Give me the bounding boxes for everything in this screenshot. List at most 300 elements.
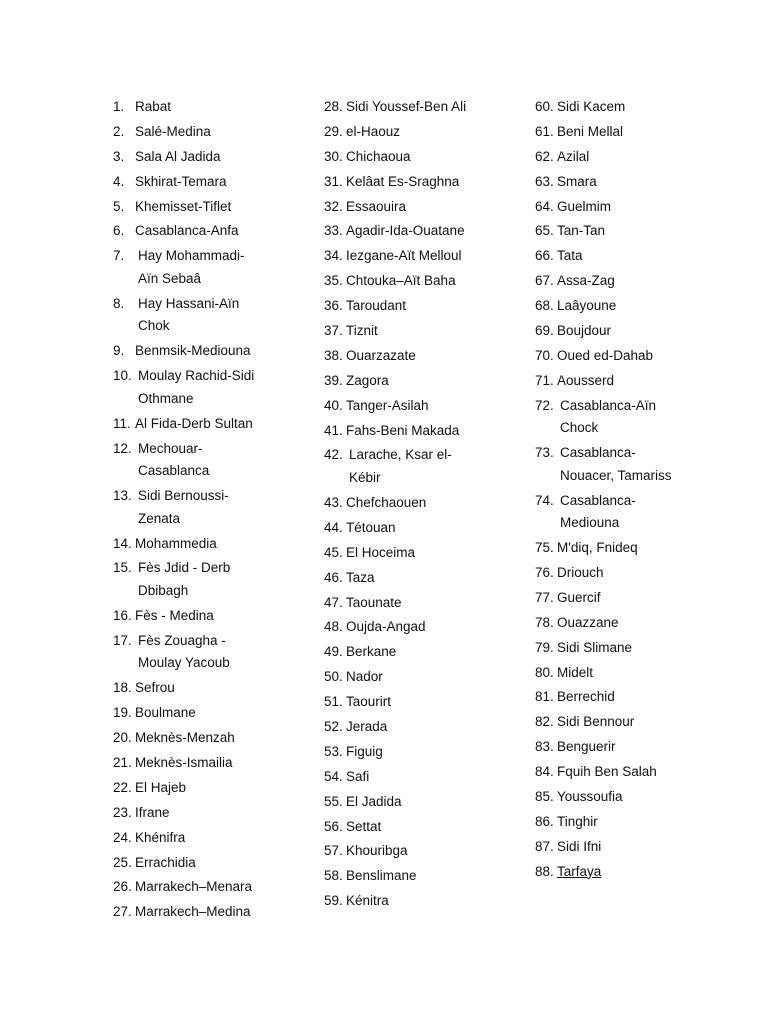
item-name-line: Guercif <box>557 589 601 605</box>
item-name-line: Casablanca-Aïn <box>560 397 657 413</box>
list-item <box>535 395 755 440</box>
item-name-line: Beni Mellal <box>557 123 624 139</box>
item-name <box>346 865 524 888</box>
item-name <box>557 121 755 144</box>
item-number: 70. <box>535 347 554 363</box>
list-item <box>535 490 755 535</box>
item-number: 32. <box>324 198 343 214</box>
list-item <box>113 413 313 436</box>
item-name <box>557 245 755 268</box>
list-item <box>324 567 524 590</box>
item-name <box>557 662 755 685</box>
column-2 <box>324 96 524 915</box>
item-name-line: Fès Jdid - Derb <box>138 560 231 576</box>
item-name-line: El Hajeb <box>135 779 187 795</box>
item-name-line: Taroudant <box>346 298 407 314</box>
item-name <box>346 616 524 639</box>
list-item <box>324 220 524 243</box>
item-number: 10. <box>113 368 132 384</box>
list-item <box>535 146 755 169</box>
list-item <box>113 876 313 899</box>
list-item <box>324 370 524 393</box>
list-item <box>324 245 524 268</box>
item-name <box>346 517 524 540</box>
list-item <box>113 827 313 850</box>
item-name <box>135 533 313 556</box>
item-number: 41. <box>324 422 343 438</box>
item-name-line: Sidi Slimane <box>557 639 633 655</box>
item-number: 65. <box>535 223 554 239</box>
item-number: 75. <box>535 540 554 556</box>
item-number: 59. <box>324 893 343 909</box>
list-item <box>113 630 313 675</box>
list-item <box>535 811 755 834</box>
item-name <box>135 171 313 194</box>
item-name-line: Tarfaya <box>557 863 602 879</box>
list-item <box>535 662 755 685</box>
item-number: 30. <box>324 148 343 164</box>
item-name <box>346 96 524 119</box>
item-name-line: Tétouan <box>346 519 396 535</box>
item-number: 15. <box>113 560 132 576</box>
item-name-line: Chock <box>560 420 599 436</box>
item-name <box>135 365 313 410</box>
item-name <box>557 171 755 194</box>
item-number: 82. <box>535 714 554 730</box>
item-number: 49. <box>324 644 343 660</box>
item-number: 34. <box>324 248 343 264</box>
item-number: 39. <box>324 372 343 388</box>
item-name <box>346 666 524 689</box>
list-item <box>113 901 313 924</box>
list-item <box>113 802 313 825</box>
item-number: 42. <box>324 447 343 463</box>
item-name-line: Boujdour <box>557 323 612 339</box>
item-name-line: Marrakech–Medina <box>135 904 251 920</box>
item-name-line: Nouacer, Tamariss <box>560 467 672 483</box>
item-name-line: Fahs-Beni Makada <box>346 422 460 438</box>
item-name <box>557 395 755 440</box>
item-number: 24. <box>113 829 132 845</box>
item-number: 28. <box>324 99 343 114</box>
item-number: 69. <box>535 323 554 339</box>
list-item <box>535 370 755 393</box>
item-number: 38. <box>324 347 343 363</box>
item-name-line: Rabat <box>135 99 172 114</box>
list-item <box>324 840 524 863</box>
item-name <box>346 220 524 243</box>
item-name <box>135 605 313 628</box>
item-number: 85. <box>535 789 554 805</box>
list-item <box>324 890 524 913</box>
list-item <box>324 691 524 714</box>
list-item <box>535 836 755 859</box>
list-item <box>324 816 524 839</box>
list-item <box>113 533 313 556</box>
list-item <box>324 517 524 540</box>
item-name-line: Tanger-Asilah <box>346 397 429 413</box>
item-number: 63. <box>535 173 554 189</box>
item-name <box>557 442 755 487</box>
list-item <box>535 295 755 318</box>
item-name <box>346 320 524 343</box>
item-name <box>346 395 524 418</box>
item-name-line: Mohammedia <box>135 535 217 551</box>
item-name-line: Sidi Bernoussi- <box>138 488 229 504</box>
item-number: 71. <box>535 372 554 388</box>
item-name-line: Jerada <box>346 718 388 734</box>
item-number: 17. <box>113 632 132 648</box>
item-name-line: Tata <box>557 248 583 264</box>
list-item <box>535 761 755 784</box>
item-number: 29. <box>324 123 343 139</box>
item-number: 43. <box>324 494 343 510</box>
item-number: 48. <box>324 619 343 635</box>
item-number: 66. <box>535 248 554 264</box>
item-number: 36. <box>324 298 343 314</box>
list-item <box>113 293 313 338</box>
item-name-line: Casablanca-Anfa <box>135 223 239 239</box>
item-name <box>557 345 755 368</box>
item-name <box>557 711 755 734</box>
item-name <box>135 630 313 675</box>
item-name <box>557 370 755 393</box>
item-name-line: Assa-Zag <box>557 273 615 289</box>
item-name-line: Dbibagh <box>138 583 189 599</box>
item-name-line: Al Fida-Derb Sultan <box>135 415 253 431</box>
list-item <box>113 365 313 410</box>
item-number: 58. <box>324 868 343 884</box>
list-item <box>535 711 755 734</box>
item-name <box>557 637 755 660</box>
list-item <box>324 766 524 789</box>
item-name <box>557 537 755 560</box>
item-name-line: Benmsik-Mediouna <box>135 343 251 359</box>
item-number: 44. <box>324 519 343 535</box>
item-name <box>135 413 313 436</box>
list-item <box>535 562 755 585</box>
item-name <box>135 677 313 700</box>
item-number: 46. <box>324 569 343 585</box>
item-name <box>346 840 524 863</box>
item-name-line: Moulay Rachid-Sidi <box>138 368 255 384</box>
item-number: 1. <box>113 99 125 114</box>
item-name <box>135 777 313 800</box>
item-name <box>557 612 755 635</box>
item-name <box>346 196 524 219</box>
item-number: 80. <box>535 664 554 680</box>
list-item <box>324 146 524 169</box>
item-name <box>346 245 524 268</box>
item-name <box>346 171 524 194</box>
item-name <box>557 811 755 834</box>
list-item <box>535 861 755 884</box>
item-name <box>135 121 313 144</box>
list-item <box>324 270 524 293</box>
list-item <box>535 196 755 219</box>
item-number: 47. <box>324 594 343 610</box>
list-item <box>324 395 524 418</box>
item-number: 57. <box>324 843 343 859</box>
item-name-line: Fès Zouagha - <box>138 632 226 648</box>
item-name-line: Fès - Medina <box>135 607 214 623</box>
item-name <box>346 492 524 515</box>
item-name <box>346 592 524 615</box>
list-item <box>113 752 313 775</box>
item-name <box>135 802 313 825</box>
list-item <box>113 605 313 628</box>
item-name-line: Figuig <box>346 743 383 759</box>
list-item <box>113 146 313 169</box>
item-name-line: Fquih Ben Salah <box>557 764 657 780</box>
list-item <box>324 865 524 888</box>
item-name <box>346 641 524 664</box>
item-number: 5. <box>113 198 125 214</box>
item-name <box>557 146 755 169</box>
item-number: 40. <box>324 397 343 413</box>
item-name-line: Kelâat Es-Sraghna <box>346 173 460 189</box>
item-name <box>557 96 755 119</box>
item-name-line: Casablanca- <box>560 492 636 508</box>
item-name <box>557 562 755 585</box>
item-name-line: Aïn Sebaâ <box>138 270 202 286</box>
item-number: 45. <box>324 544 343 560</box>
item-name-line: Agadir-Ida-Ouatane <box>346 223 465 239</box>
column-1 <box>113 96 313 926</box>
item-number: 11. <box>113 415 131 431</box>
item-name-line: Oujda-Angad <box>346 619 426 635</box>
item-number: 21. <box>113 754 132 770</box>
item-name-line: Driouch <box>557 565 604 581</box>
item-name-line: Youssoufia <box>557 789 623 805</box>
item-number: 72. <box>535 397 554 413</box>
item-name-line: Khénifra <box>135 829 186 845</box>
item-name <box>135 727 313 750</box>
item-name-line: Benslimane <box>346 868 417 884</box>
item-name <box>346 567 524 590</box>
item-number: 78. <box>535 614 554 630</box>
item-name-line: Chtouka–Aït Baha <box>346 273 456 289</box>
list-item <box>113 171 313 194</box>
item-name-line: Sidi Ifni <box>557 838 602 854</box>
list-item <box>535 245 755 268</box>
list-item <box>113 220 313 243</box>
item-name-line: Meknès-Menzah <box>135 730 235 746</box>
item-name <box>346 295 524 318</box>
list-item <box>535 220 755 243</box>
item-name <box>346 444 524 489</box>
item-name-line: Aousserd <box>557 372 615 388</box>
item-number: 22. <box>113 779 132 795</box>
list-item <box>324 791 524 814</box>
list-item <box>113 852 313 875</box>
item-number: 84. <box>535 764 554 780</box>
item-name-line: Taza <box>346 569 375 585</box>
item-name-line: Kénitra <box>346 893 389 909</box>
item-name <box>557 295 755 318</box>
item-name-line: Mechouar- <box>138 440 203 456</box>
list-item <box>535 736 755 759</box>
list-item <box>113 340 313 363</box>
item-name-line: el-Haouz <box>346 123 401 139</box>
item-number: 76. <box>535 565 554 581</box>
item-name-line: Khouribga <box>346 843 408 859</box>
item-number: 86. <box>535 813 554 829</box>
item-name-line: El Hoceima <box>346 544 416 560</box>
list-item <box>113 196 313 219</box>
list-item <box>535 612 755 635</box>
item-number: 67. <box>535 273 554 289</box>
item-number: 3. <box>113 148 125 164</box>
item-name <box>135 752 313 775</box>
item-name-line: Iezgane-Aït Melloul <box>346 248 462 264</box>
item-number: 81. <box>535 689 554 705</box>
list-item <box>324 171 524 194</box>
item-name <box>557 220 755 243</box>
list-item <box>324 666 524 689</box>
item-name <box>135 852 313 875</box>
item-name <box>346 766 524 789</box>
item-name <box>557 270 755 293</box>
item-name <box>346 542 524 565</box>
item-name-line: Smara <box>557 173 597 189</box>
item-name <box>135 96 313 119</box>
item-number: 74. <box>535 492 554 508</box>
item-name-line: Zagora <box>346 372 389 388</box>
item-number: 60. <box>535 99 554 114</box>
item-number: 9. <box>113 343 125 359</box>
item-name <box>135 702 313 725</box>
item-number: 20. <box>113 730 132 746</box>
item-name-line: Taounate <box>346 594 402 610</box>
item-number: 27. <box>113 904 132 920</box>
item-name <box>135 485 313 530</box>
item-name-line: Laâyoune <box>557 298 617 314</box>
item-name <box>557 736 755 759</box>
item-name-line: Skhirat-Temara <box>135 173 227 189</box>
item-number: 25. <box>113 854 132 870</box>
item-number: 68. <box>535 298 554 314</box>
item-number: 19. <box>113 705 132 721</box>
list-item <box>324 542 524 565</box>
item-name <box>135 293 313 338</box>
list-item <box>324 444 524 489</box>
item-name-line: Sidi Kacem <box>557 99 626 114</box>
item-number: 88. <box>535 863 554 879</box>
item-name <box>346 791 524 814</box>
list-item <box>324 592 524 615</box>
item-number: 87. <box>535 838 554 854</box>
item-number: 53. <box>324 743 343 759</box>
item-name-line: Benguerir <box>557 739 616 755</box>
list-item <box>324 716 524 739</box>
item-name <box>557 320 755 343</box>
item-name-line: Settat <box>346 818 382 834</box>
list-item <box>113 727 313 750</box>
item-number: 14. <box>113 535 132 551</box>
item-name-line: Nador <box>346 669 383 685</box>
list-item <box>324 741 524 764</box>
item-name <box>135 557 313 602</box>
list-item <box>535 537 755 560</box>
list-item <box>324 492 524 515</box>
item-number: 37. <box>324 323 343 339</box>
item-number: 56. <box>324 818 343 834</box>
item-name-line: Oued ed-Dahab <box>557 347 654 363</box>
list-item <box>535 96 755 119</box>
item-name-line: Tiznit <box>346 323 378 339</box>
item-number: 35. <box>324 273 343 289</box>
item-name <box>135 901 313 924</box>
list-item <box>113 557 313 602</box>
item-number: 4. <box>113 173 125 189</box>
item-name <box>346 121 524 144</box>
item-number: 83. <box>535 739 554 755</box>
item-name-line: Hay Mohammadi- <box>138 248 245 264</box>
item-number: 77. <box>535 589 554 605</box>
item-name-line: Ouazzane <box>557 614 619 630</box>
item-name-line: Salé-Medina <box>135 123 211 139</box>
list-item <box>324 96 524 119</box>
list-item <box>113 677 313 700</box>
item-name <box>346 146 524 169</box>
list-item <box>113 438 313 483</box>
item-number: 7. <box>113 248 125 264</box>
item-number: 52. <box>324 718 343 734</box>
item-name-line: Sala Al Jadida <box>135 148 221 164</box>
list-item <box>113 485 313 530</box>
item-number: 51. <box>324 694 343 710</box>
list-item <box>324 295 524 318</box>
item-name-line: Othmane <box>138 390 194 406</box>
item-name <box>557 836 755 859</box>
list-item <box>535 637 755 660</box>
item-name <box>135 876 313 899</box>
item-name <box>135 220 313 243</box>
list-item <box>535 786 755 809</box>
list-item <box>535 345 755 368</box>
list-item <box>535 686 755 709</box>
item-name-line: Azilal <box>557 148 590 164</box>
item-number: 26. <box>113 879 132 895</box>
item-number: 79. <box>535 639 554 655</box>
item-name-line: Kébir <box>349 470 381 486</box>
item-number: 23. <box>113 804 132 820</box>
item-number: 54. <box>324 768 343 784</box>
item-name <box>557 686 755 709</box>
item-name <box>135 827 313 850</box>
list-item <box>113 702 313 725</box>
list-item <box>113 96 313 119</box>
item-name-line: Sidi Bennour <box>557 714 635 730</box>
item-name <box>557 761 755 784</box>
list-item <box>535 442 755 487</box>
item-name-line: Zenata <box>138 510 181 526</box>
item-name <box>135 438 313 483</box>
item-name-line: Berkane <box>346 644 397 660</box>
item-name-line: Chefchaouen <box>346 494 427 510</box>
item-number: 18. <box>113 680 132 696</box>
item-name-line: Safi <box>346 768 370 784</box>
item-number: 62. <box>535 148 554 164</box>
item-number: 12. <box>113 440 132 456</box>
item-name <box>346 270 524 293</box>
item-name-line: Hay Hassani-Aïn <box>138 295 240 311</box>
item-name-line: Tinghir <box>557 813 598 829</box>
list-item <box>535 171 755 194</box>
item-name-line: Berrechid <box>557 689 615 705</box>
item-number: 6. <box>113 223 125 239</box>
